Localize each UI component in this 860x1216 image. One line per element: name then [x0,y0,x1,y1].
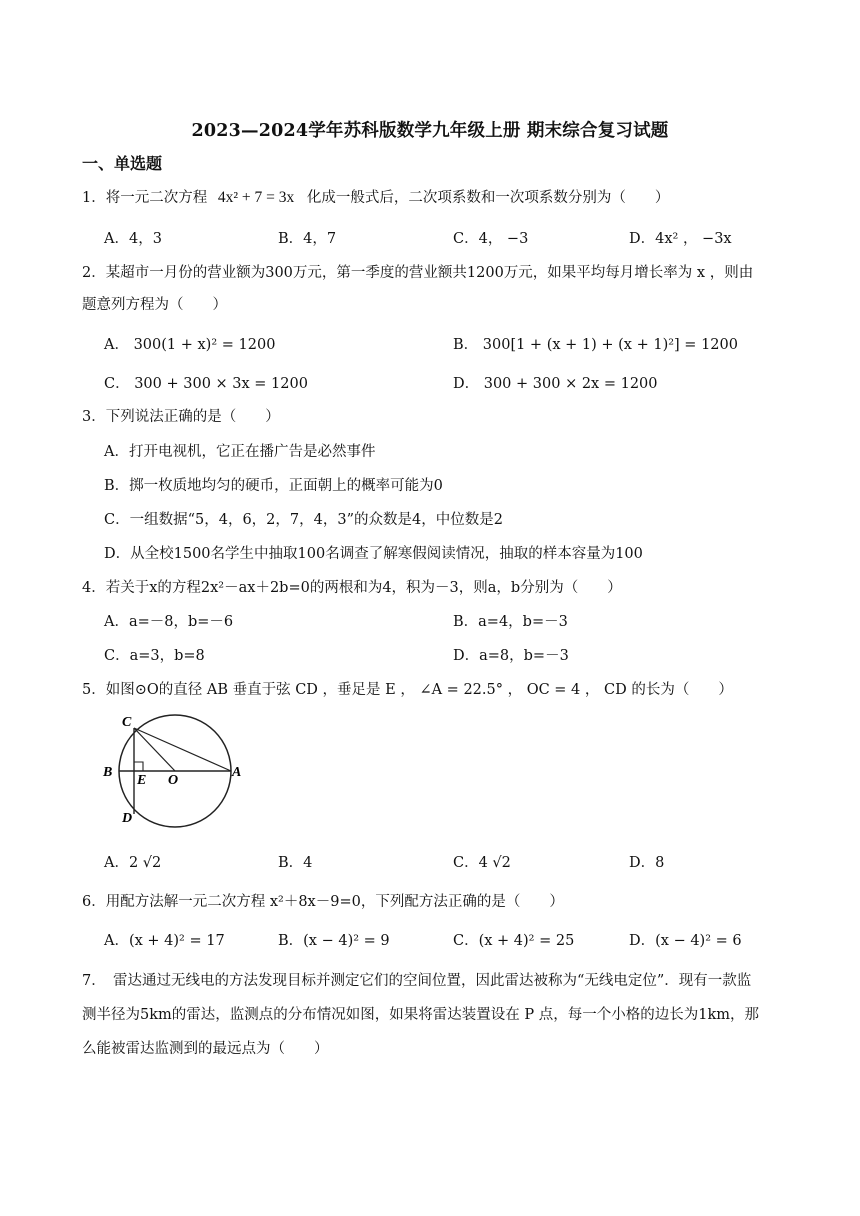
q3-option-d: D．从全校1500名学生中抽取100名调查了解寒假阅读情况，抽取的样本容量为100 [104,546,643,562]
q5-option-d: D．8 [629,855,665,871]
q5-option-a: A．2 √2 [104,855,162,871]
q3-option-c: C．一组数据“5，4，6，2，7，4，3”的众数是4，中位数是2 [104,512,503,528]
q5-stem: 5．如图⊙O的直径 AB 垂直于弦 CD ，垂足是 E ， ∠A = 22.5° ， OC = 4 ， CD 的长为（ ） [82,682,733,698]
q1-option-a: A．4，3 [104,231,162,247]
q1-stem-a: 1．将一元二次方程 [82,190,208,206]
q3-option-b: B．掷一枚质地均匀的硬币，正面朝上的概率可能为0 [104,478,443,494]
q6-option-c: C．(x + 4)² = 25 [453,933,575,949]
section-heading: 一、单选题 [82,154,163,173]
right-angle-mark [134,762,143,771]
label-e: E [137,773,147,788]
q4-option-b: B．a=4，b=－3 [453,614,568,630]
q6-stem: 6．用配方法解一元二次方程 x²＋8x－9=0，下列配方法正确的是（ ） [82,894,564,910]
q2-option-c: C． 300 + 300 × 3x = 1200 [104,376,308,392]
q4-option-c: C．a=3，b=8 [104,648,205,664]
q4-option-a: A．a=－8，b=－6 [104,614,234,630]
q7-line-3: 么能被雷达监测到的最远点为（ ） [82,1041,329,1057]
segment-co [134,728,175,771]
q5-option-b: B．4 [278,855,313,871]
q5-circle-diagram [98,710,258,832]
question-1-stem [82,186,669,207]
q4-stem: 4．若关于x的方程2x²－ax＋2b=0的两根和为4，积为－3，则a，b分别为（ ） [82,580,622,596]
label-o: O [168,773,179,788]
q1-option-c: C．4， −3 [453,231,529,247]
label-a: A [232,765,242,780]
q2-option-b: B． 300[1 + (x + 1) + (x + 1)²] = 1200 [453,337,738,353]
page-title: 2023—2024学年苏科版数学九年级上册 期末综合复习试题 [191,121,669,141]
q1-equation: 4x² + 7 = 3x [217,189,295,206]
q2-line-2: 题意列方程为（ ） [82,297,227,313]
label-b: B [103,765,113,780]
q6-option-d: D．(x − 4)² = 6 [629,933,742,949]
q7-line-2: 测半径为5km的雷达，监测点的分布情况如图，如果将雷达装置设在 P 点，每一个小格的边长为1km，那 [82,1007,759,1023]
q1-option-b: B．4，7 [278,231,337,247]
q2-option-a: A． 300(1 + x)² = 1200 [104,337,276,353]
q2-line-1: 2．某超市一月份的营业额为300万元，第一季度的营业额共1200万元，如果平均每月增长率为 x ，则由 [82,265,754,281]
q2-option-d: D． 300 + 300 × 2x = 1200 [453,376,658,392]
q6-option-b: B．(x − 4)² = 9 [278,933,390,949]
q1-stem-b: 化成一般式后，二次项系数和一次项系数分别为（ ） [306,190,670,206]
label-d: D [122,811,133,826]
q6-option-a: A．(x + 4)² = 17 [104,933,225,949]
q3-option-a: A．打开电视机，它正在播广告是必然事件 [104,444,376,460]
label-c: C [122,715,132,730]
q1-option-d: D．4x² ， −3x [629,231,732,247]
q3-stem: 3．下列说法正确的是（ ） [82,409,280,425]
q4-option-d: D．a=8，b=－3 [453,648,569,664]
q7-line-1: 7． 雷达通过无线电的方法发现目标并测定它们的空间位置，因此雷达被称为“无线电定位”．现有一款监 [82,973,752,989]
q5-option-c: C．4 √2 [453,855,511,871]
